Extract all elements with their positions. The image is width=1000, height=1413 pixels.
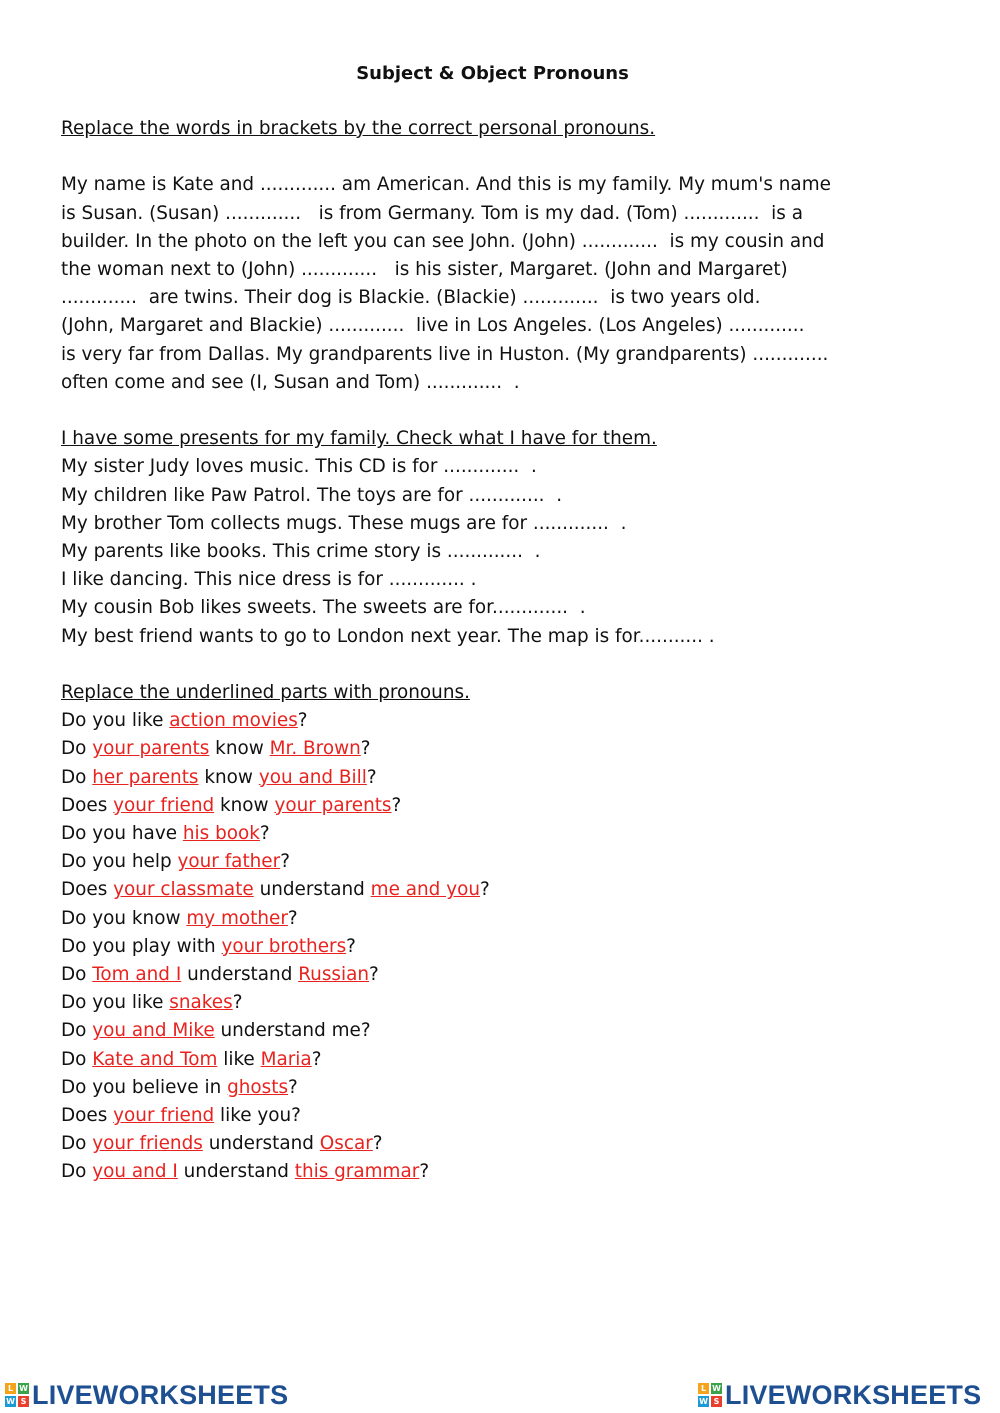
underlined-phrase: Kate and Tom bbox=[92, 1048, 218, 1070]
question-text: Do bbox=[61, 1161, 93, 1183]
underlined-phrase: my mother bbox=[186, 907, 288, 929]
footer-logo-left bbox=[5, 1378, 288, 1412]
question-text: understand bbox=[253, 879, 371, 901]
question-text: like bbox=[217, 1048, 261, 1070]
question-text: understand bbox=[181, 964, 299, 986]
page-title: Subject & Object Pronouns bbox=[356, 63, 629, 84]
section1-paragraph bbox=[61, 171, 941, 397]
liveworksheets-logo-icon: L W W S bbox=[699, 1384, 721, 1406]
question-text: Do you believe in bbox=[61, 1076, 228, 1098]
underlined-phrase: your parents bbox=[92, 738, 210, 760]
question-text: Do you like bbox=[61, 710, 170, 732]
underlined-phrase: your father bbox=[177, 851, 281, 873]
underlined-phrase: you and I bbox=[92, 1161, 178, 1183]
underlined-phrase: Maria bbox=[260, 1048, 312, 1070]
underlined-phrase: your friend bbox=[113, 794, 215, 816]
question-row bbox=[61, 876, 941, 904]
underlined-phrase: you and Bill bbox=[258, 766, 367, 788]
worksheet-content bbox=[61, 115, 941, 1187]
question-row bbox=[61, 1046, 941, 1074]
question-text: ? bbox=[391, 794, 402, 816]
brand-text: LIVEWORKSHEETS bbox=[725, 1379, 982, 1410]
question-row bbox=[61, 735, 941, 763]
question-row bbox=[61, 933, 941, 961]
section2-heading: I have some presents for my family. Check what I have for them. bbox=[61, 428, 657, 450]
question-text: understand bbox=[177, 1161, 295, 1183]
section1-line: often come and see (I, Susan and Tom) ............. . bbox=[61, 371, 520, 393]
question-text: Do you know bbox=[61, 907, 187, 929]
underlined-phrase: your brothers bbox=[221, 935, 347, 957]
question-text: Do bbox=[61, 766, 93, 788]
question-text: Does bbox=[61, 1105, 114, 1127]
present-line: My best friend wants to go to London next year. The map is for........... . bbox=[61, 625, 715, 647]
underlined-phrase: action movies bbox=[169, 710, 298, 732]
question-row bbox=[61, 764, 941, 792]
question-row bbox=[61, 1130, 941, 1158]
question-row bbox=[61, 1017, 941, 1045]
underlined-phrase: you and Mike bbox=[92, 1020, 215, 1042]
section3-heading: Replace the underlined parts with pronouns. bbox=[61, 682, 470, 704]
present-line: My cousin Bob likes sweets. The sweets are for............. . bbox=[61, 597, 586, 619]
question-text: know bbox=[198, 766, 259, 788]
section1-line: ............. are twins. Their dog is Blackie. (Blackie) ............. is two years old. bbox=[61, 287, 761, 309]
footer-logo-right bbox=[698, 1378, 981, 1412]
question-row bbox=[61, 820, 941, 848]
underlined-phrase: Mr. Brown bbox=[269, 738, 361, 760]
question-text: ? bbox=[346, 935, 356, 957]
question-text: ? bbox=[311, 1048, 322, 1070]
question-text: ? bbox=[232, 992, 243, 1014]
question-text: Do bbox=[61, 1020, 93, 1042]
underlined-phrase: Tom and I bbox=[92, 964, 182, 986]
question-text: ? bbox=[287, 907, 298, 929]
present-line: I like dancing. This nice dress is for ............. . bbox=[61, 569, 477, 591]
question-text: Do bbox=[61, 964, 93, 986]
present-line: My children like Paw Patrol. The toys are for ............. . bbox=[61, 484, 563, 506]
section1-line: builder. In the photo on the left you can see John. (John) ............. is my cousin and bbox=[61, 230, 825, 252]
question-row bbox=[61, 792, 941, 820]
underlined-phrase: snakes bbox=[169, 992, 233, 1014]
present-line: My parents like books. This crime story is ............. . bbox=[61, 541, 541, 563]
question-text: Do you play with bbox=[61, 935, 222, 957]
liveworksheets-logo-icon: L W W S bbox=[6, 1384, 28, 1406]
question-row bbox=[61, 905, 941, 933]
underlined-phrase: his book bbox=[182, 823, 260, 845]
question-text: ? bbox=[360, 738, 371, 760]
question-text: ? bbox=[479, 879, 490, 901]
question-row bbox=[61, 707, 941, 735]
question-text: ? bbox=[297, 710, 308, 732]
section3-question-list bbox=[61, 707, 941, 1186]
underlined-phrase: your classmate bbox=[113, 879, 254, 901]
question-text: Do you like bbox=[61, 992, 170, 1014]
underlined-phrase: Oscar bbox=[319, 1133, 373, 1155]
question-row bbox=[61, 1158, 941, 1186]
question-text: ? bbox=[366, 766, 377, 788]
question-row bbox=[61, 848, 941, 876]
question-text: know bbox=[209, 738, 270, 760]
underlined-phrase: your friend bbox=[113, 1105, 215, 1127]
underlined-phrase: me and you bbox=[370, 879, 480, 901]
question-text: ? bbox=[372, 1133, 383, 1155]
question-text: ? bbox=[280, 851, 290, 873]
question-text: understand bbox=[202, 1133, 320, 1155]
question-row bbox=[61, 989, 941, 1017]
question-text: ? bbox=[259, 823, 270, 845]
question-row bbox=[61, 961, 941, 989]
question-text: Do you help bbox=[61, 851, 178, 873]
section1-line: the woman next to (John) ............. is his sister, Margaret. (John and Margaret) bbox=[61, 259, 788, 280]
question-text: Does bbox=[61, 794, 114, 816]
underlined-phrase: Russian bbox=[298, 964, 370, 986]
question-text: Do bbox=[61, 1048, 93, 1070]
question-text: ? bbox=[288, 1076, 298, 1098]
section2-list bbox=[61, 453, 941, 650]
underlined-phrase: your friends bbox=[92, 1133, 203, 1155]
question-text: Do you have bbox=[61, 823, 183, 845]
question-text: Do bbox=[61, 1133, 93, 1155]
present-line: My brother Tom collects mugs. These mugs are for ............. . bbox=[61, 512, 627, 534]
brand-text: LIVEWORKSHEETS bbox=[32, 1379, 289, 1410]
question-text: Does bbox=[61, 879, 114, 901]
question-row bbox=[61, 1102, 941, 1130]
underlined-phrase: your parents bbox=[274, 794, 392, 816]
underlined-phrase: ghosts bbox=[227, 1076, 289, 1098]
underlined-phrase: this grammar bbox=[294, 1161, 420, 1183]
section1-line: (John, Margaret and Blackie) ............. live in Los Angeles. (Los Angeles) ............. bbox=[61, 315, 805, 337]
question-text: ? bbox=[419, 1161, 430, 1183]
underlined-phrase: her parents bbox=[92, 766, 199, 788]
question-text: Do bbox=[61, 738, 93, 760]
question-text: ? bbox=[369, 964, 379, 986]
question-text: like you? bbox=[214, 1105, 301, 1127]
section1-line: My name is Kate and ............. am American. And this is my family. My mum's name bbox=[61, 174, 831, 196]
section1-line: is very far from Dallas. My grandparents live in Huston. (My grandparents) ............. bbox=[61, 343, 829, 365]
section1-heading: Replace the words in brackets by the correct personal pronouns. bbox=[61, 118, 656, 139]
section1-line: is Susan. (Susan) ............. is from Germany. Tom is my dad. (Tom) ............. is a bbox=[61, 202, 803, 224]
question-row bbox=[61, 1074, 941, 1102]
question-text: know bbox=[214, 794, 275, 816]
question-text: understand me? bbox=[214, 1020, 371, 1042]
present-line: My sister Judy loves music. This CD is for ............. . bbox=[61, 456, 537, 478]
